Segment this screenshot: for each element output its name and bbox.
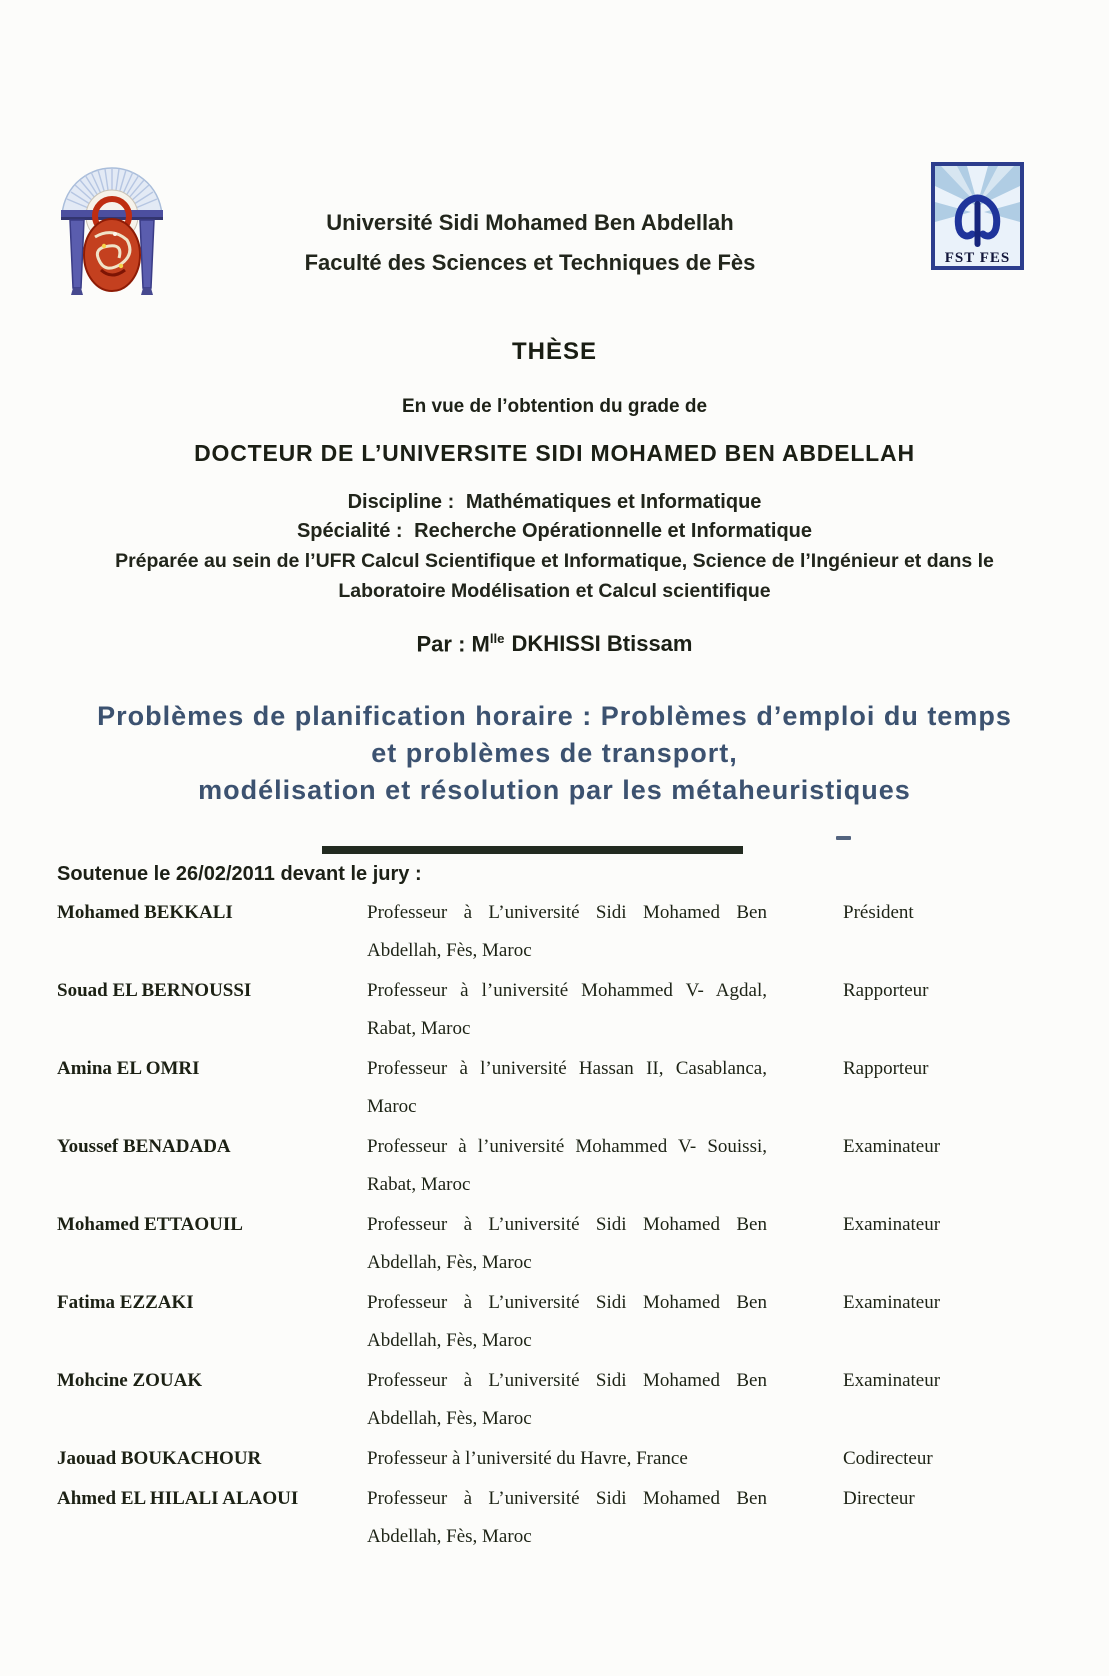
jury-row xyxy=(57,1284,1057,1360)
jury-member-role: Rapporteur xyxy=(843,980,929,1001)
jury-member-name: Mohcine ZOUAK xyxy=(57,1370,203,1391)
jury-member-name: Mohamed ETTAOUIL xyxy=(57,1214,243,1235)
header-text-block xyxy=(250,210,810,276)
jury-member-affiliation: Professeur à l’université Hassan II, Casablanca, Maroc xyxy=(367,1058,767,1117)
jury-member-affiliation: Professeur à l’université du Havre, France xyxy=(367,1448,688,1469)
speciality-value: Recherche Opérationnelle et Informatique xyxy=(414,520,813,542)
jury-member-affiliation: Professeur à l’université Mohammed V- Agdal, Rabat, Maroc xyxy=(367,980,767,1039)
discipline-label: Discipline : xyxy=(347,491,455,513)
jury-member-role: Codirecteur xyxy=(843,1448,933,1469)
jury-member-affiliation: Professeur à l’université Mohammed V- Souissi, Rabat, Maroc xyxy=(367,1136,767,1195)
stray-dash-mark xyxy=(836,836,851,840)
jury-member-role: Rapporteur xyxy=(843,1058,929,1079)
jury-member-name: Amina EL OMRI xyxy=(57,1058,200,1079)
discipline-line xyxy=(0,491,1109,514)
author-prefix: Par : M xyxy=(416,631,490,657)
jury-member-role: Examinateur xyxy=(843,1370,941,1391)
author-name: DKHISSI Btissam xyxy=(511,631,693,657)
speciality-label: Spécialité : xyxy=(296,520,403,542)
thesis-label: THÈSE xyxy=(511,338,597,365)
jury-member-affiliation: Professeur à L’université Sidi Mohamed Ben Abdellah, Fès, Maroc xyxy=(367,1370,767,1429)
degree-name-line: DOCTEUR DE L’UNIVERSITE SIDI MOHAMED BEN ABDELLAH xyxy=(194,440,915,466)
prepared-line-2: Laboratoire Modélisation et Calcul scientifique xyxy=(338,580,771,602)
jury-row xyxy=(57,1480,1057,1556)
thesis-title-line3: modélisation et résolution par les métaheuristiques xyxy=(198,775,911,805)
fst-fes-logo xyxy=(931,162,1024,270)
jury-member-affiliation: Professeur à L’université Sidi Mohamed Ben Abdellah, Fès, Maroc xyxy=(367,1488,767,1547)
jury-member-name: Ahmed EL HILALI ALAOUI xyxy=(57,1488,299,1509)
thesis-title-line1: Problèmes de planification horaire : Problèmes d’emploi du temps xyxy=(97,701,1012,731)
university-seal-icon xyxy=(57,142,167,302)
jury-row xyxy=(57,972,1057,1048)
discipline-value: Mathématiques et Informatique xyxy=(465,491,762,513)
jury-row xyxy=(57,894,1057,970)
defense-intro-line: Soutenue le 26/02/2011 devant le jury : xyxy=(57,863,422,885)
thesis-title-line2: et problèmes de transport, xyxy=(371,738,738,768)
author-superscript: lle xyxy=(489,631,505,646)
fst-fes-label: FST FES xyxy=(944,250,1011,266)
speciality-line xyxy=(0,520,1109,543)
jury-member-affiliation: Professeur à L’université Sidi Mohamed Ben Abdellah, Fès, Maroc xyxy=(367,1292,767,1351)
degree-purpose-line: En vue de l’obtention du grade de xyxy=(401,396,708,417)
jury-member-name: Souad EL BERNOUSSI xyxy=(57,980,252,1001)
header-university-line: Université Sidi Mohamed Ben Abdellah xyxy=(326,210,734,235)
author-line xyxy=(0,631,1109,657)
jury-row xyxy=(57,1206,1057,1282)
jury-member-name: Youssef BENADADA xyxy=(57,1136,231,1157)
jury-row xyxy=(57,1128,1057,1204)
jury-table xyxy=(57,894,1057,1558)
jury-member-name: Jaouad BOUKACHOUR xyxy=(57,1448,262,1469)
title-separator-rule xyxy=(322,846,743,854)
jury-row xyxy=(57,1440,1057,1478)
fst-fes-icon xyxy=(931,162,1024,270)
jury-member-role: Examinateur xyxy=(843,1292,941,1313)
jury-member-affiliation: Professeur à L’université Sidi Mohamed Ben Abdellah, Fès, Maroc xyxy=(367,902,767,961)
jury-member-name: Mohamed BEKKALI xyxy=(57,902,233,923)
jury-member-role: Directeur xyxy=(843,1488,915,1509)
jury-member-name: Fatima EZZAKI xyxy=(57,1292,194,1313)
jury-member-role: Examinateur xyxy=(843,1214,941,1235)
jury-row xyxy=(57,1362,1057,1438)
thesis-title xyxy=(0,698,1109,809)
jury-member-affiliation: Professeur à L’université Sidi Mohamed Ben Abdellah, Fès, Maroc xyxy=(367,1214,767,1273)
university-seal-logo xyxy=(57,142,167,302)
header-faculty-line: Faculté des Sciences et Techniques de Fès xyxy=(304,250,756,275)
jury-row xyxy=(57,1050,1057,1126)
jury-member-role: Président xyxy=(843,902,914,923)
jury-member-role: Examinateur xyxy=(843,1136,941,1157)
prepared-line-1: Préparée au sein de l’UFR Calcul Scientifique et Informatique, Science de l’Ingénieur et dans le xyxy=(115,550,994,572)
